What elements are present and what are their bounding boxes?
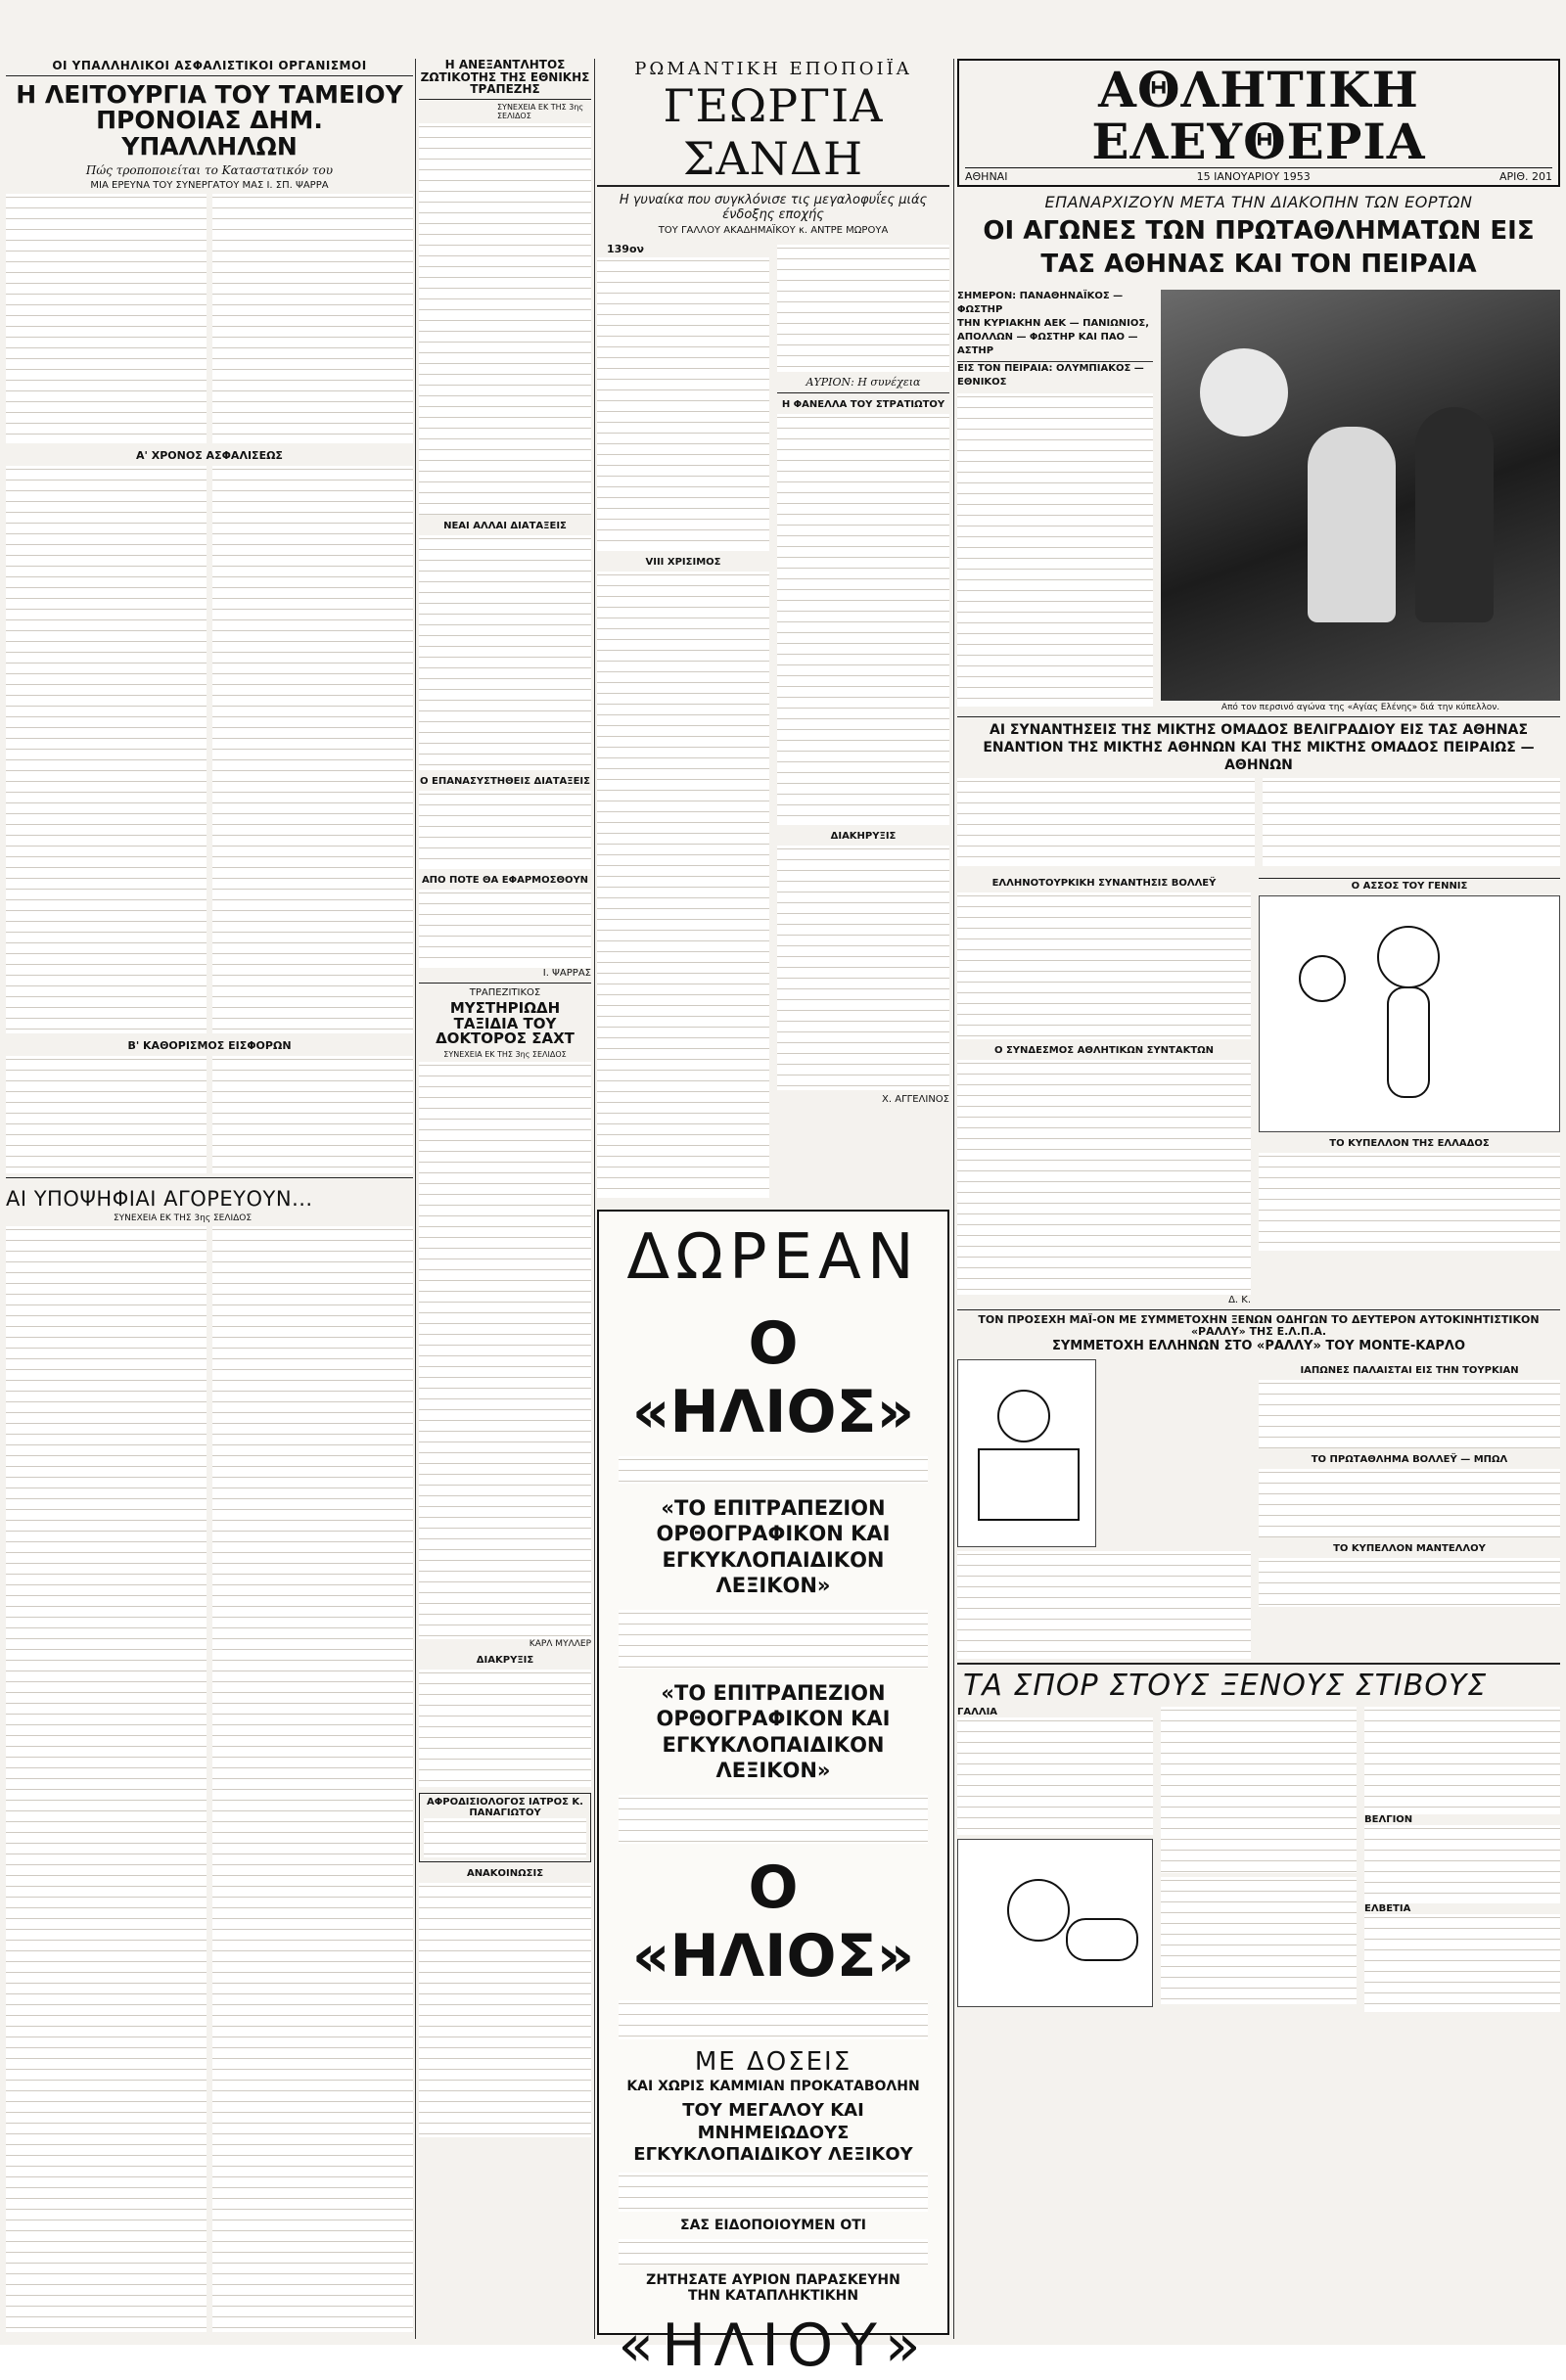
intro: Πώς τροποποιείται το Καταστατικόν του bbox=[85, 162, 334, 177]
body-text bbox=[419, 890, 591, 968]
divider bbox=[6, 1177, 413, 1178]
body-text bbox=[1259, 1380, 1560, 1448]
section-heading: Ο ΣΥΝΔΕΣΜΟΣ ΑΘΛΗΤΙΚΩΝ ΣΥΝΤΑΚΤΩΝ bbox=[993, 1045, 1215, 1057]
kicker: ΤΡΑΠΕΖΙΤΙΚΟΣ bbox=[469, 986, 541, 998]
country-heading: ΕΛΒΕΤΙΑ bbox=[1364, 1902, 1411, 1914]
continued-note: ΣΥΝΕΧΕΙΑ ΕΚ ΤΗΣ 3ης ΣΕΛΙΔΟΣ bbox=[114, 1213, 253, 1223]
kicker: ΕΠΑΝΑΡΧΙΖΟΥΝ ΜΕΤΑ ΤΗΝ ΔΙΑΚΟΠΗΝ ΤΩΝ ΕΟΡΤΩΝ bbox=[1044, 193, 1473, 211]
masthead-date: 15 ΙΑΝΟΥΑΡΙΟΥ 1953 bbox=[1196, 170, 1311, 183]
section-heading: Ο ΑΣΣΟΣ ΤΟΥ ΓΕΝΝΙΣ bbox=[1259, 878, 1560, 892]
episode-number: 139ον bbox=[607, 243, 645, 255]
ad-text bbox=[619, 2173, 928, 2212]
continued-note: ΣΥΝΕΧΕΙΑ ΕΚ ΤΗΣ 3ης ΣΕΛΙΔΟΣ bbox=[497, 102, 584, 120]
body-text bbox=[957, 1551, 1251, 1659]
body-text bbox=[1263, 778, 1560, 866]
section-heading: ΝΕΑΙ ΑΛΛΑΙ ΔΙΑΤΑΞΕΙΣ bbox=[443, 520, 567, 531]
body-text bbox=[6, 194, 207, 443]
body-text bbox=[1161, 1707, 1357, 1873]
ad-text bbox=[619, 1795, 928, 1844]
cartoon-tennis bbox=[1259, 895, 1560, 1132]
kicker: ΡΩΜΑΝΤΙΚΗ ΕΠΟΠΟΙΪΑ bbox=[634, 59, 912, 79]
ad-free: ΔΩΡΕΑΝ bbox=[626, 1221, 920, 1294]
body-text bbox=[597, 572, 769, 1198]
deck: Η γυναίκα που συγκλόνισε τις μεγαλοφυΐες μιάς ένδοξης εποχής bbox=[619, 193, 928, 222]
headline-5: ΤΑ ΣΠΟΡ ΣΤΟΥΣ ΞΕΝΟΥΣ ΣΤΙΒΟΥΣ bbox=[963, 1668, 1488, 1703]
body-text bbox=[6, 1056, 207, 1173]
column-insurance bbox=[6, 59, 413, 2339]
body-text bbox=[957, 1060, 1251, 1295]
section-heading: ΕΛΛΗΝΟΤΟΥΡΚΙΚΗ ΣΥΝΑΝΤΗΣΙΣ ΒΟΛΛΕΫ bbox=[991, 878, 1217, 890]
body-text bbox=[957, 892, 1251, 1039]
body-text bbox=[419, 1062, 591, 1639]
body-text bbox=[1259, 1153, 1560, 1251]
body-text bbox=[957, 1717, 1153, 1835]
headline: ΟΙ ΑΓΩΝΕΣ ΤΩΝ ΠΡΩΤΑΘΛΗΜΑΤΩΝ ΕΙΣ ΤΑΣ ΑΘΗΝΑΣ ΚΑΙ ΤΟΝ ΠΕΙΡΑΙΑ bbox=[983, 216, 1535, 279]
body-text bbox=[777, 414, 949, 825]
body-text bbox=[212, 194, 413, 443]
section-heading: Ο ΕΠΑΝΑΣΥΣΤΗΘΕΙΣ ΔΙΑΤΑΞΕΙΣ bbox=[420, 775, 590, 787]
ad-dictionary-1: «ΤΟ ΕΠΙΤΡΑΠΕΖΙΟΝ ΟΡΘΟΓΡΑΦΙΚΟΝ ΚΑΙ ΕΓΚΥΚΛΟΠΑΙΔΙΚΟΝ ΛΕΞΙΚΟΝ» bbox=[656, 1496, 891, 1597]
body-text bbox=[1364, 1914, 1560, 2012]
photo-caption: Από τον περσινό αγώνα της «Αγίας Ελένης» διά την κύπελλον. bbox=[1221, 702, 1500, 712]
divider bbox=[419, 983, 591, 984]
body-text bbox=[212, 466, 413, 1033]
racket-shape bbox=[1299, 955, 1346, 1002]
headline: Η ΛΕΙΤΟΥΡΓΙΑ ΤΟΥ ΤΑΜΕΙΟΥ ΠΡΟΝΟΙΑΣ ΔΗΜ. ΥΠΑΛΛΗΛΩΝ bbox=[16, 80, 403, 160]
ball-shape bbox=[1200, 348, 1288, 436]
section-heading: ΙΑΠΩΝΕΣ ΠΑΛΑΙΣΤΑΙ ΕΙΣ ΤΗΝ ΤΟΥΡΚΙΑΝ bbox=[1300, 1364, 1519, 1376]
ad-encyclopedia: ΤΟΥ ΜΕΓΑΛΟΥ ΚΑΙ ΜΝΗΜΕΙΩΔΟΥΣ ΕΓΚΥΚΛΟΠΑΙΔΙΚΟΥ ΛΕΞΙΚΟΥ bbox=[633, 2100, 913, 2165]
ad-helios-1: Ο «ΗΛΙΟΣ» bbox=[631, 1309, 915, 1446]
byline: ΤΟΥ ΓΑΛΛΟΥ ΑΚΑΔΗΜΑΪΚΟΥ κ. ΑΝΤΡΕ ΜΩΡΟΥΑ bbox=[658, 225, 889, 236]
signature: Χ. ΑΓΓΕΛΙΝΟΣ bbox=[882, 1094, 949, 1105]
cartoon-head bbox=[1007, 1879, 1070, 1942]
divider bbox=[957, 1309, 1560, 1310]
body-text bbox=[1364, 1707, 1560, 1814]
kicker: ΟΙ ΥΠΑΛΛΗΛΙΚΟΙ ΑΣΦΑΛΙΣΤΙΚΟΙ ΟΡΓΑΝΙΣΜΟΙ bbox=[6, 59, 413, 76]
masthead-number: ΑΡΙΘ. 201 bbox=[1498, 170, 1552, 183]
country-heading: ΓΑΛΛΙΑ bbox=[957, 1706, 998, 1717]
body-text bbox=[777, 846, 949, 1090]
body-text bbox=[419, 1670, 591, 1787]
ad-title: ΑΦΡΟΔΙΣΙΟΛΟΓΟΣ ΙΑΤΡΟΣ Κ. ΠΑΝΑΓΙΩΤΟΥ bbox=[427, 1797, 583, 1818]
ad-text bbox=[619, 2000, 928, 2039]
section-heading: ΔΙΑΚΗΡΥΞΙΣ bbox=[830, 831, 897, 842]
body-text bbox=[1161, 1877, 1357, 2004]
section-heading: ΤΟ ΚΥΠΕΛΛΟΝ ΤΗΣ ΕΛΛΑΔΟΣ bbox=[1329, 1138, 1490, 1150]
body-text bbox=[957, 393, 1153, 707]
cartoon-body bbox=[1387, 986, 1430, 1098]
signature: Δ. Κ. bbox=[1228, 1295, 1251, 1306]
body-text bbox=[419, 535, 591, 770]
masthead: ΑΘΛΗΤΙΚΗ ΕΛΕΥΘΕΡΙΑ bbox=[1091, 61, 1426, 170]
headline: ΓΕΩΡΓΙΑ ΣΑΝΔΗ bbox=[597, 79, 949, 187]
fixtures-piraeus: ΕΙΣ ΤΟΝ ΠΕΙΡΑΙΑ: ΟΛΥΜΠΙΑΚΟΣ — ΕΘΝΙΚΟΣ bbox=[957, 361, 1153, 389]
divider bbox=[957, 1663, 1560, 1665]
chapter-heading: VIII ΧΡΙΣΙΜΟΣ bbox=[645, 557, 721, 568]
cartoon-head bbox=[1377, 926, 1440, 988]
player-shape bbox=[1308, 427, 1396, 622]
ad-helios-3: «ΗΛΙΟΥ» bbox=[618, 2311, 929, 2380]
body-text bbox=[1364, 1825, 1560, 1903]
map-shape bbox=[978, 1448, 1080, 1521]
body-text bbox=[419, 1883, 591, 2137]
headline-4: ΣΥΜΜΕΤΟΧΗ ΕΛΛΗΝΩΝ ΣΤΟ «ΡΑΛΛΥ» ΤΟΥ ΜΟΝΤΕ-ΚΑΡΛΟ bbox=[1051, 1339, 1466, 1354]
headline-2: ΑΙ ΣΥΝΑΝΤΗΣΕΙΣ ΤΗΣ ΜΙΚΤΗΣ ΟΜΑΔΟΣ ΒΕΛΙΓΡΑΔΙΟΥ ΕΙΣ ΤΑΣ ΑΘΗΝΑΣ ΕΝΑΝΤΙΟΝ ΤΗΣ ΜΙΚΤΗΣ ΑΘΗΝΩΝ ΚΑΙ ΤΗΣ ΜΙΚΤΗΣ ΟΜΑΔΟΣ ΠΕΙΡΑΙΩΣ — ΑΘΗΝΩΝ bbox=[983, 721, 1535, 773]
headline-3: ΤΟΝ ΠΡΟΣΕΧΗ ΜΑΪ-ΟΝ ΜΕ ΣΥΜΜΕΤΟΧΗΝ ΞΕΝΩΝ ΟΔΗΓΩΝ ΤΟ ΔΕΥΤΕΡΟΝ ΑΥΤΟΚΙΝΗΤΙΣΤΙΚΟΝ «ΡΑΛΛΥ» ΤΗΣ Ε.Λ.Π.Α. bbox=[978, 1313, 1540, 1338]
ad-text bbox=[619, 1456, 928, 1484]
column-divider bbox=[594, 59, 595, 2339]
masthead-box bbox=[957, 59, 1560, 187]
fixtures-sunday: ΤΗΝ ΚΥΡΙΑΚΗΝ ΑΕΚ — ΠΑΝΙΩΝΙΟΣ, ΑΠΟΛΛΩΝ — ΦΩΣΤΗΡ ΚΑΙ ΠΑΟ — ΑΣΤΗΡ bbox=[957, 317, 1149, 356]
section-heading: ΔΙΑΚΡΥΞΙΣ bbox=[476, 1655, 534, 1667]
driver-head bbox=[997, 1390, 1050, 1442]
body-text bbox=[777, 245, 949, 372]
body-text bbox=[212, 1056, 413, 1173]
ad-installments: ΜΕ ΔΟΣΕΙΣ bbox=[694, 2047, 852, 2077]
rally-drawing bbox=[957, 1359, 1096, 1547]
section-heading: ΑΠΟ ΠΟΤΕ ΘΑ ΕΦΑΡΜΟΣΘΟΥΝ bbox=[421, 874, 589, 886]
glove-shape bbox=[1066, 1918, 1138, 1961]
continued-note: ΣΥΝΕΧΕΙΑ ΕΚ ΤΗΣ 3ης ΣΕΛΙΔΟΣ bbox=[443, 1050, 567, 1060]
headline: Η ΑΝΕΞΑΝΤΛΗΤΟΣ ΖΩΤΙΚΟΤΗΣ ΤΗΣ ΕΘΝΙΚΗΣ ΤΡΑΠΕΖΗΣ bbox=[419, 59, 591, 100]
ad-text bbox=[619, 1610, 928, 1669]
body-text bbox=[1259, 1469, 1560, 1537]
cartoon-boxer bbox=[957, 1839, 1153, 2007]
ad-text bbox=[619, 2239, 928, 2265]
football-photo bbox=[1161, 290, 1560, 701]
body-text bbox=[957, 778, 1255, 866]
body-text bbox=[212, 1226, 413, 2332]
sports-section bbox=[957, 59, 1560, 2339]
divider bbox=[777, 392, 949, 393]
column-divider bbox=[953, 59, 954, 2339]
section-heading: ΑΝΑΚΟΙΝΩΣΙΣ bbox=[466, 1868, 544, 1880]
ad-no-downpayment: ΚΑΙ ΧΩΡΙΣ ΚΑΜΜΙΑΝ ΠΡΟΚΑΤΑΒΟΛΗΝ bbox=[626, 2079, 920, 2094]
player-shape bbox=[1415, 407, 1494, 622]
section-heading: Α' ΧΡΟΝΟΣ ΑΣΦΑΛΙΣΕΩΣ bbox=[136, 448, 283, 462]
section-heading: Η ΦΑΝΕΛΛΑ ΤΟΥ ΣΤΡΑΤΙΩΤΟΥ bbox=[781, 399, 945, 410]
byline: ΜΙΑ ΕΡΕΥΝΑ ΤΟΥ ΣΥΝΕΡΓΑΤΟΥ ΜΑΣ Ι. ΣΠ. ΨΑΡΡΑ bbox=[90, 179, 329, 191]
fixtures-today: ΣΗΜΕΡΟΝ: ΠΑΝΑΘΗΝΑΪΚΟΣ — ΦΩΣΤΗΡ bbox=[957, 290, 1124, 315]
headline-2: ΑΙ ΥΠΟΨΗΦΙΑΙ ΑΓΟΡΕΥΟΥΝ... bbox=[6, 1186, 313, 1211]
column-serial bbox=[597, 59, 949, 1204]
ad-notice: ΣΑΣ ΕΙΔΟΠΟΙΟΥΜΕΝ ΟΤΙ bbox=[680, 2217, 866, 2233]
divider bbox=[957, 716, 1560, 717]
body-text bbox=[6, 1226, 207, 2332]
masthead-city: ΑΘΗΝΑΙ bbox=[965, 170, 1008, 183]
signature: ΚΑΡΛ ΜΥΛΛΕΡ bbox=[529, 1639, 591, 1650]
body-text bbox=[1259, 1558, 1560, 1607]
section-heading: ΤΟ ΠΡΩΤΑΘΛΗΜΑ ΒΟΛΛΕΫ — ΜΠΩΛ bbox=[1311, 1453, 1508, 1465]
headline-2: ΜΥΣΤΗΡΙΩΔΗ ΤΑΞΙΔΙΑ ΤΟΥ ΔΟΚΤΟΡΟΣ ΣΑΧΤ bbox=[436, 998, 575, 1048]
advertisement-helios bbox=[597, 1210, 949, 2380]
tomorrow-note: ΑΥΡΙΟΝ: Η συνέχεια bbox=[806, 376, 921, 389]
signature: Ι. ΨΑΡΡΑΣ bbox=[542, 967, 591, 979]
body-text bbox=[419, 791, 591, 869]
section-heading: Β' ΚΑΘΟΡΙΣΜΟΣ ΕΙΣΦΟΡΩΝ bbox=[127, 1038, 292, 1052]
body-text bbox=[597, 257, 769, 551]
doctor-ad bbox=[419, 1793, 591, 1862]
country-heading: ΒΕΛΓΙΟΝ bbox=[1364, 1813, 1413, 1825]
ad-dictionary-2: «ΤΟ ΕΠΙΤΡΑΠΕΖΙΟΝ ΟΡΘΟΓΡΑΦΙΚΟΝ ΚΑΙ ΕΓΚΥΚΛΟΠΑΙΔΙΚΟΝ ΛΕΞΙΚΟΝ» bbox=[656, 1681, 891, 1782]
ad-helios-2: Ο «ΗΛΙΟΣ» bbox=[631, 1854, 915, 1991]
body-text bbox=[419, 123, 591, 515]
ad-ask-tomorrow: ΖΗΤΗΣΑΤΕ ΑΥΡΙΟΝ ΠΑΡΑΣΚΕΥΗΝ ΤΗΝ ΚΑΤΑΠΛΗΚΤΙΚΗΝ bbox=[646, 2271, 900, 2304]
body-text bbox=[6, 466, 207, 1033]
column-bank bbox=[419, 59, 591, 2339]
column-divider bbox=[415, 59, 416, 2339]
section-heading: ΤΟ ΚΥΠΕΛΛΟΝ ΜΑΝΤΕΛΛΟΥ bbox=[1333, 1542, 1486, 1554]
ad-text bbox=[424, 1818, 586, 1857]
